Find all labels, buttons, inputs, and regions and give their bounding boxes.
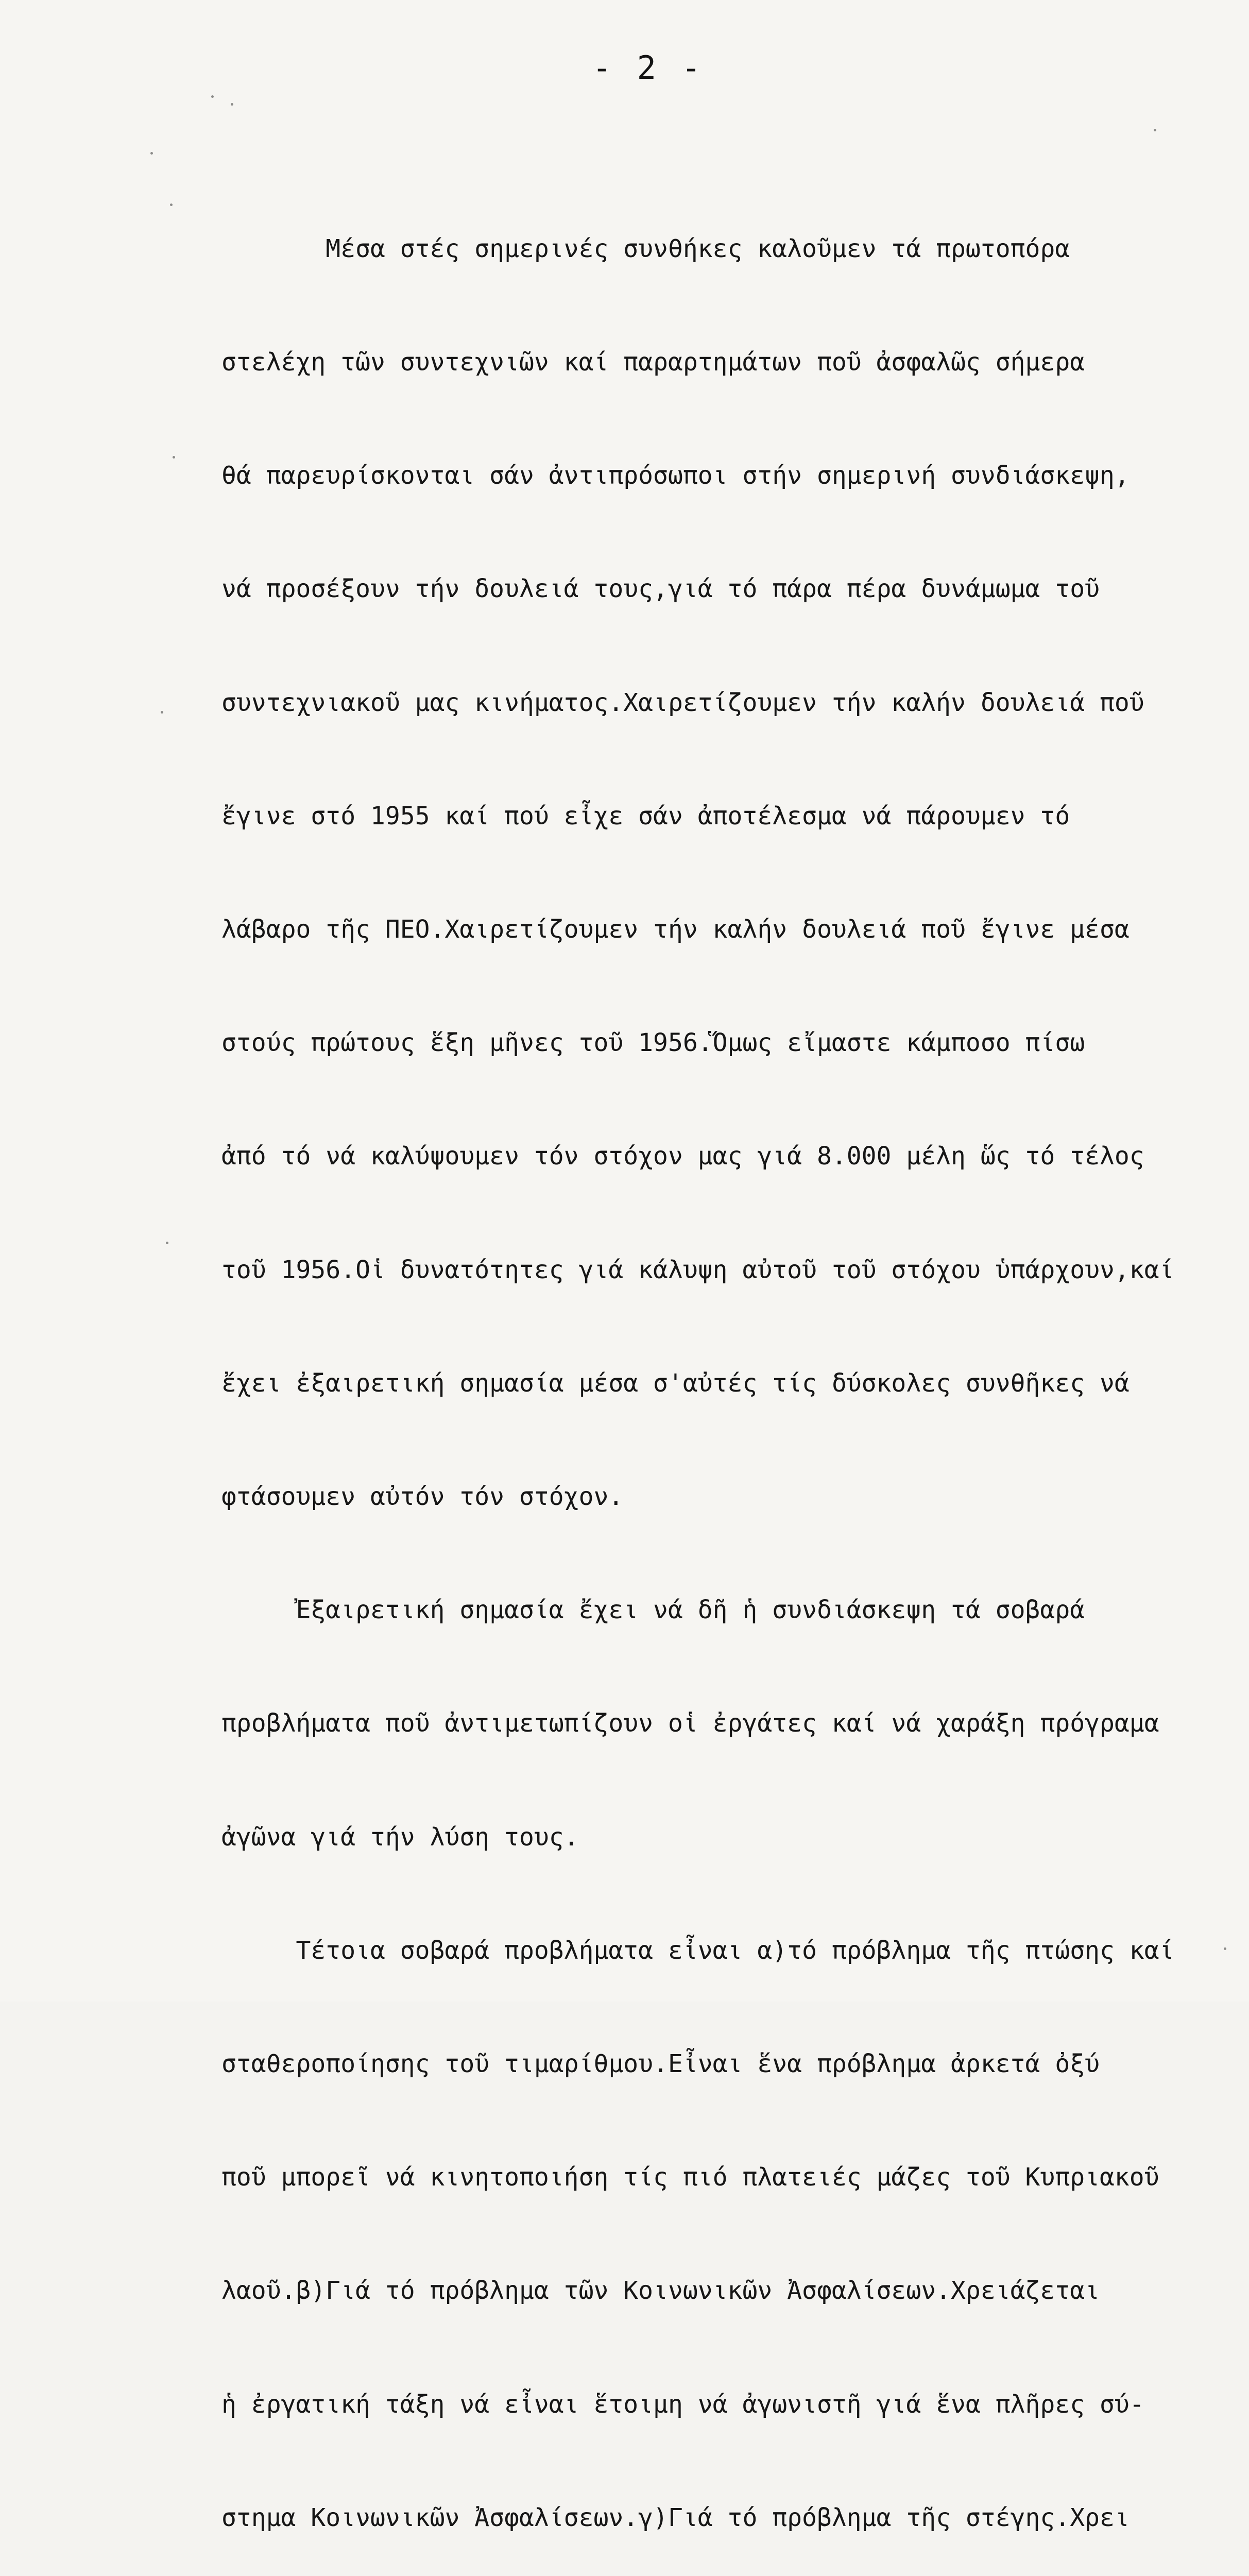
text-line: στημα Κοινωνικῶν Ἀσφαλίσεων.γ)Γιά τό πρόβλημα τῆς στέγης.Χρει [221,2503,1130,2532]
text-line: νά προσέξουν τήν δουλειά τους,γιά τό πάρα πέρα δυνάμωμα τοῦ [221,574,1100,604]
text-line: συντεχνιακοῦ μας κινήματος.Χαιρετίζουμεν τήν καλήν δουλειά ποῦ [221,688,1144,717]
text-line: ἡ ἐργατική τάξη νά εἶναι ἕτοιμη νά ἀγωνιστῆ γιά ἕνα πλῆρες σύ- [221,2389,1144,2419]
scan-speck [161,711,163,714]
page-number: - 2 - [592,49,704,87]
text-line: Ἐξαιρετική σημασία ἔχει νά δῆ ἡ συνδιάσκεψη τά σοβαρά [221,1596,1085,1625]
text-line: προβλήματα ποῦ ἀντιμετωπίζουν οἱ ἐργάτες καί νά χαράξη πρόγραμα [221,1709,1159,1738]
text-line: στελέχη τῶν συντεχνιῶν καί παραρτημάτων ποῦ ἀσφαλῶς σήμερα [221,348,1085,377]
text-line: τοῦ 1956.Οἱ δυνατότητες γιά κάλυψη αὐτοῦ τοῦ στόχου ὑπάρχουν,καί [221,1255,1174,1284]
text-line: στούς πρώτους ἕξη μῆνες τοῦ 1956.Ὅμως εἴμαστε κάμποσο πίσω [221,1028,1085,1058]
text-line: ποῦ μπορεῖ νά κινητοποιήση τίς πιό πλατειές μάζες τοῦ Κυπριακοῦ [221,2163,1159,2192]
text-line: ἀγῶνα γιά τήν λύση τους. [221,1822,579,1852]
scan-speck [1224,1947,1226,1950]
scan-speck [150,152,153,155]
scan-speck [231,103,233,106]
text-line: Τέτοια σοβαρά προβλήματα εἶναι α)τό πρόβλημα τῆς πτώσης καί [221,1936,1174,1965]
text-line: φτάσουμεν αὐτόν τόν στόχον. [221,1482,624,1512]
text-line: λάβαρο τῆς ΠΕΟ.Χαιρετίζουμεν τήν καλήν δουλειά ποῦ ἔγινε μέσα [221,915,1130,944]
scan-speck [173,456,175,459]
text-line: σταθεροποίησης τοῦ τιμαρίθμου.Εἶναι ἕνα πρόβλημα ἀρκετά ὀξύ [221,2049,1100,2079]
text-line: θά παρευρίσκονται σάν ἀντιπρόσωποι στήν σημερινή συνδιάσκεψη, [221,461,1130,490]
scan-speck [211,95,214,98]
scan-speck [166,1242,168,1244]
text-line: ἔγινε στό 1955 καί πού εἶχε σάν ἀποτέλεσμα νά πάρουμεν τό [221,801,1070,831]
scan-speck [170,204,173,206]
scan-speck [1154,129,1156,131]
text-line: ἀπό τό νά καλύψουμεν τόν στόχον μας γιά 8.000 μέλη ὥς τό τέλος [221,1142,1144,1171]
text-line: ἔχει ἐξαιρετική σημασία μέσα σ'αὐτές τίς δύσκολες συνθῆκες νά [221,1368,1130,1398]
text-line: λαοῦ.β)Γιά τό πρόβλημα τῶν Κοινωνικῶν Ἀσφαλίσεων.Χρειάζεται [221,2276,1100,2306]
body-text [221,155,1231,2576]
text-line: Μέσα στές σημερινές συνθήκες καλοῦμεν τά πρωτοπόρα [221,234,1070,263]
